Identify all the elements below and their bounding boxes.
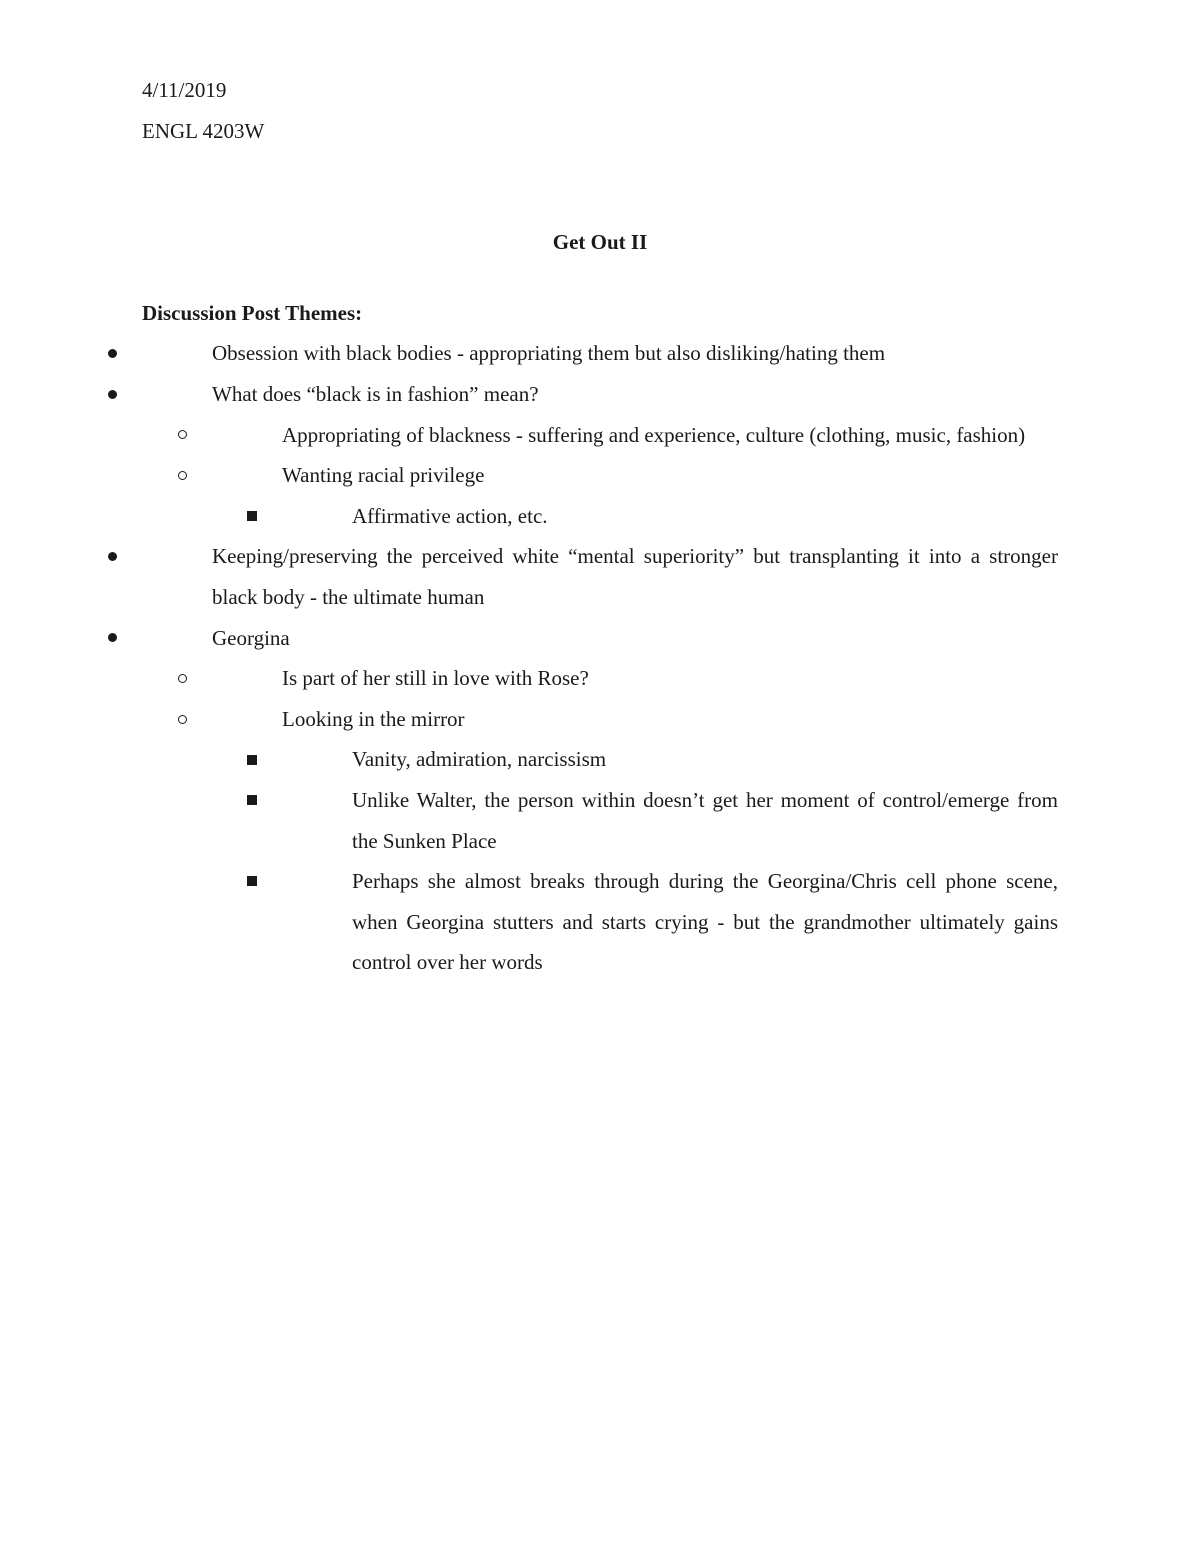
list-item-text: Obsession with black bodies - appropriating them but also disliking/hating them xyxy=(212,341,886,366)
bullet-square-icon xyxy=(242,739,262,780)
list-item xyxy=(282,496,1058,537)
list-item-text: Vanity, admiration, narcissism xyxy=(352,747,607,772)
list-item-text: Wanting racial privilege xyxy=(282,463,485,488)
list-item xyxy=(282,780,1058,861)
list-item-text: What does “black is in fashion” mean? xyxy=(212,381,539,406)
list-item xyxy=(282,861,1058,983)
list-item-text: Appropriating of blackness - suffering and experience, culture (clothing, music, fashion) xyxy=(282,422,1026,447)
list-item xyxy=(142,374,1058,536)
bullet-square-icon xyxy=(242,780,262,821)
sub-list xyxy=(282,739,1058,983)
list-item xyxy=(282,739,1058,780)
sub-list xyxy=(212,415,1058,537)
list-item xyxy=(212,658,1058,699)
sub-list xyxy=(282,496,1058,537)
bullet-dot-icon xyxy=(102,333,122,374)
bullet-circle-icon xyxy=(172,699,192,740)
list-item-text: Looking in the mirror xyxy=(282,706,465,731)
list-item-text: Is part of her still in love with Rose? xyxy=(282,666,589,691)
list-item-text: Unlike Walter, the person within doesn’t get her moment of control/emerge from the Sunken Place xyxy=(352,787,1058,853)
bullet-circle-icon xyxy=(172,415,192,456)
header-course: ENGL 4203W xyxy=(142,118,265,143)
list-item xyxy=(212,699,1058,983)
header-date: 4/11/2019 xyxy=(142,78,227,102)
list-item xyxy=(142,536,1058,617)
bullet-circle-icon xyxy=(172,455,192,496)
bullet-square-icon xyxy=(242,861,262,902)
list-item-text: Affirmative action, etc. xyxy=(352,503,548,528)
list-item xyxy=(142,618,1058,983)
list-item-text: Georgina xyxy=(212,625,290,650)
bullet-square-icon xyxy=(242,496,262,537)
bullet-circle-icon xyxy=(172,658,192,699)
bullet-dot-icon xyxy=(102,374,122,415)
sub-list xyxy=(212,658,1058,983)
list-item xyxy=(212,415,1058,456)
list-item-text: Perhaps she almost breaks through during the Georgina/Chris cell phone scene, when Georgina stutters and starts crying - but the grandmother ultimately gains control over her words xyxy=(352,869,1058,975)
theme-list xyxy=(142,333,1058,983)
section-heading: Discussion Post Themes: xyxy=(142,300,363,325)
document-title: Get Out II xyxy=(552,230,648,255)
list-item xyxy=(142,333,1058,374)
bullet-dot-icon xyxy=(102,618,122,659)
bullet-dot-icon xyxy=(102,536,122,577)
list-item xyxy=(212,455,1058,536)
list-item-text: Keeping/preserving the perceived white “mental superiority” but transplanting it into a stronger black body - the ultimate human xyxy=(212,544,1058,609)
